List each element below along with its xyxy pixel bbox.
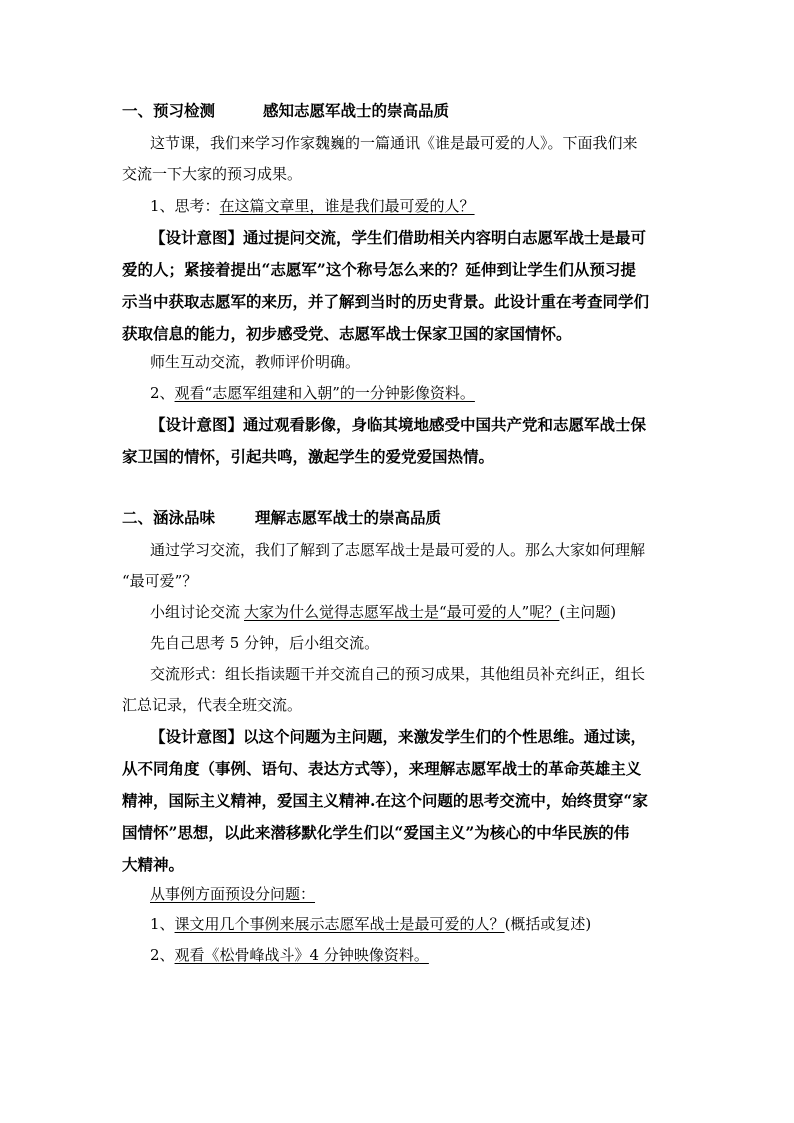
design-intent-1-line4: 获取信息的能力，初步感受党、志愿军战士保家卫国的家国情怀。 — [122, 324, 572, 343]
group-discussion — [150, 602, 616, 622]
section1-heading-number: 一、预习检测 — [122, 101, 216, 120]
design-intent-3-line3: 精神，国际主义精神，爱国主义精神.在这个问题的思考交流中，始终贯穿“家 — [122, 791, 648, 810]
main-question-note: (主问题) — [559, 603, 617, 621]
question-1-text: 在这篇文章里，谁是我们最可爱的人？ — [219, 197, 475, 215]
exchange-form-line2: 汇总记录，代表全班交流。 — [122, 696, 303, 714]
teacher-student-interaction: 师生互动交流，教师评价明确。 — [150, 353, 361, 371]
design-intent-1-line3: 示当中获取志愿军的来历，并了解到当时的历史背景。此设计重在考查同学们 — [122, 292, 650, 311]
sub-question-1-text: 课文用几个事例来展示志愿军战士是最可爱的人？ — [174, 915, 505, 933]
question-1-label: 1、思考： — [150, 197, 220, 215]
question-1 — [150, 196, 475, 216]
think-first-line: 先自己思考 5 分钟，后小组交流。 — [150, 634, 380, 652]
main-question: 大家为什么觉得志愿军战士是“最可爱的人”呢？ — [244, 603, 560, 621]
group-discussion-label: 小组讨论交流 — [150, 603, 241, 621]
section2-heading-title: 理解志愿军战士的崇高品质 — [255, 508, 442, 527]
section2-heading — [122, 508, 441, 528]
section2-heading-number: 二、涵泳品味 — [122, 508, 216, 527]
sub-question-heading: 从事例方面预设分问题： — [150, 885, 316, 903]
design-intent-3-line2: 从不同角度（事例、语句、表达方式等），来理解志愿军战士的革命英雄主义 — [122, 759, 642, 778]
sub-question-2 — [150, 945, 429, 965]
design-intent-1-line1: 【设计意图】通过提问交流，学生们借助相关内容明白志愿军战士是最可 — [150, 228, 647, 247]
section1-intro-line2: 交流一下大家的预习成果。 — [122, 165, 303, 183]
sub-question-1-note: (概括或复述) — [504, 915, 592, 933]
section2-intro-line2: “最可爱”？ — [122, 572, 198, 590]
design-intent-2-line2: 家卫国的情怀，引起共鸣，激起学生的爱党爱国热情。 — [122, 447, 495, 466]
sub-question-1 — [150, 914, 591, 934]
section1-heading — [122, 101, 449, 121]
section1-intro-line1: 这节课，我们来学习作家魏巍的一篇通讯《谁是最可爱的人》。下面我们来 — [150, 134, 638, 152]
section1-heading-title: 感知志愿军战士的崇高品质 — [263, 101, 450, 120]
design-intent-2-line1: 【设计意图】通过观看影像，身临其境地感受中国共产党和志愿军战士保 — [150, 415, 647, 434]
question-2-text: 观看“志愿军组建和入朝”的一分钟影像资料。 — [174, 384, 475, 402]
design-intent-3-line4: 国情怀”思想，以此来潜移默化学生们以“爱国主义”为核心的中华民族的伟 — [122, 823, 630, 842]
design-intent-3-line5: 大精神。 — [122, 855, 185, 874]
question-2 — [150, 383, 475, 403]
design-intent-3-line1: 【设计意图】以这个问题为主问题，来激发学生们的个性思维。通过读， — [150, 727, 647, 746]
exchange-form-line1: 交流形式：组长指读题干并交流自己的预习成果，其他组员补充纠正，组长 — [150, 665, 646, 683]
question-2-label: 2、 — [150, 384, 175, 402]
sub-question-2-label: 2、 — [150, 946, 175, 964]
sub-question-2-text: 观看《松骨峰战斗》4 分钟映像资料。 — [174, 946, 429, 964]
design-intent-1-line2: 爱的人；紧接着提出“志愿军”这个称号怎么来的？延伸到让学生们从预习提 — [122, 260, 636, 279]
section2-intro-line1: 通过学习交流，我们了解到了志愿军战士是最可爱的人。那么大家如何理解 — [150, 541, 646, 559]
sub-question-1-label: 1、 — [150, 915, 175, 933]
